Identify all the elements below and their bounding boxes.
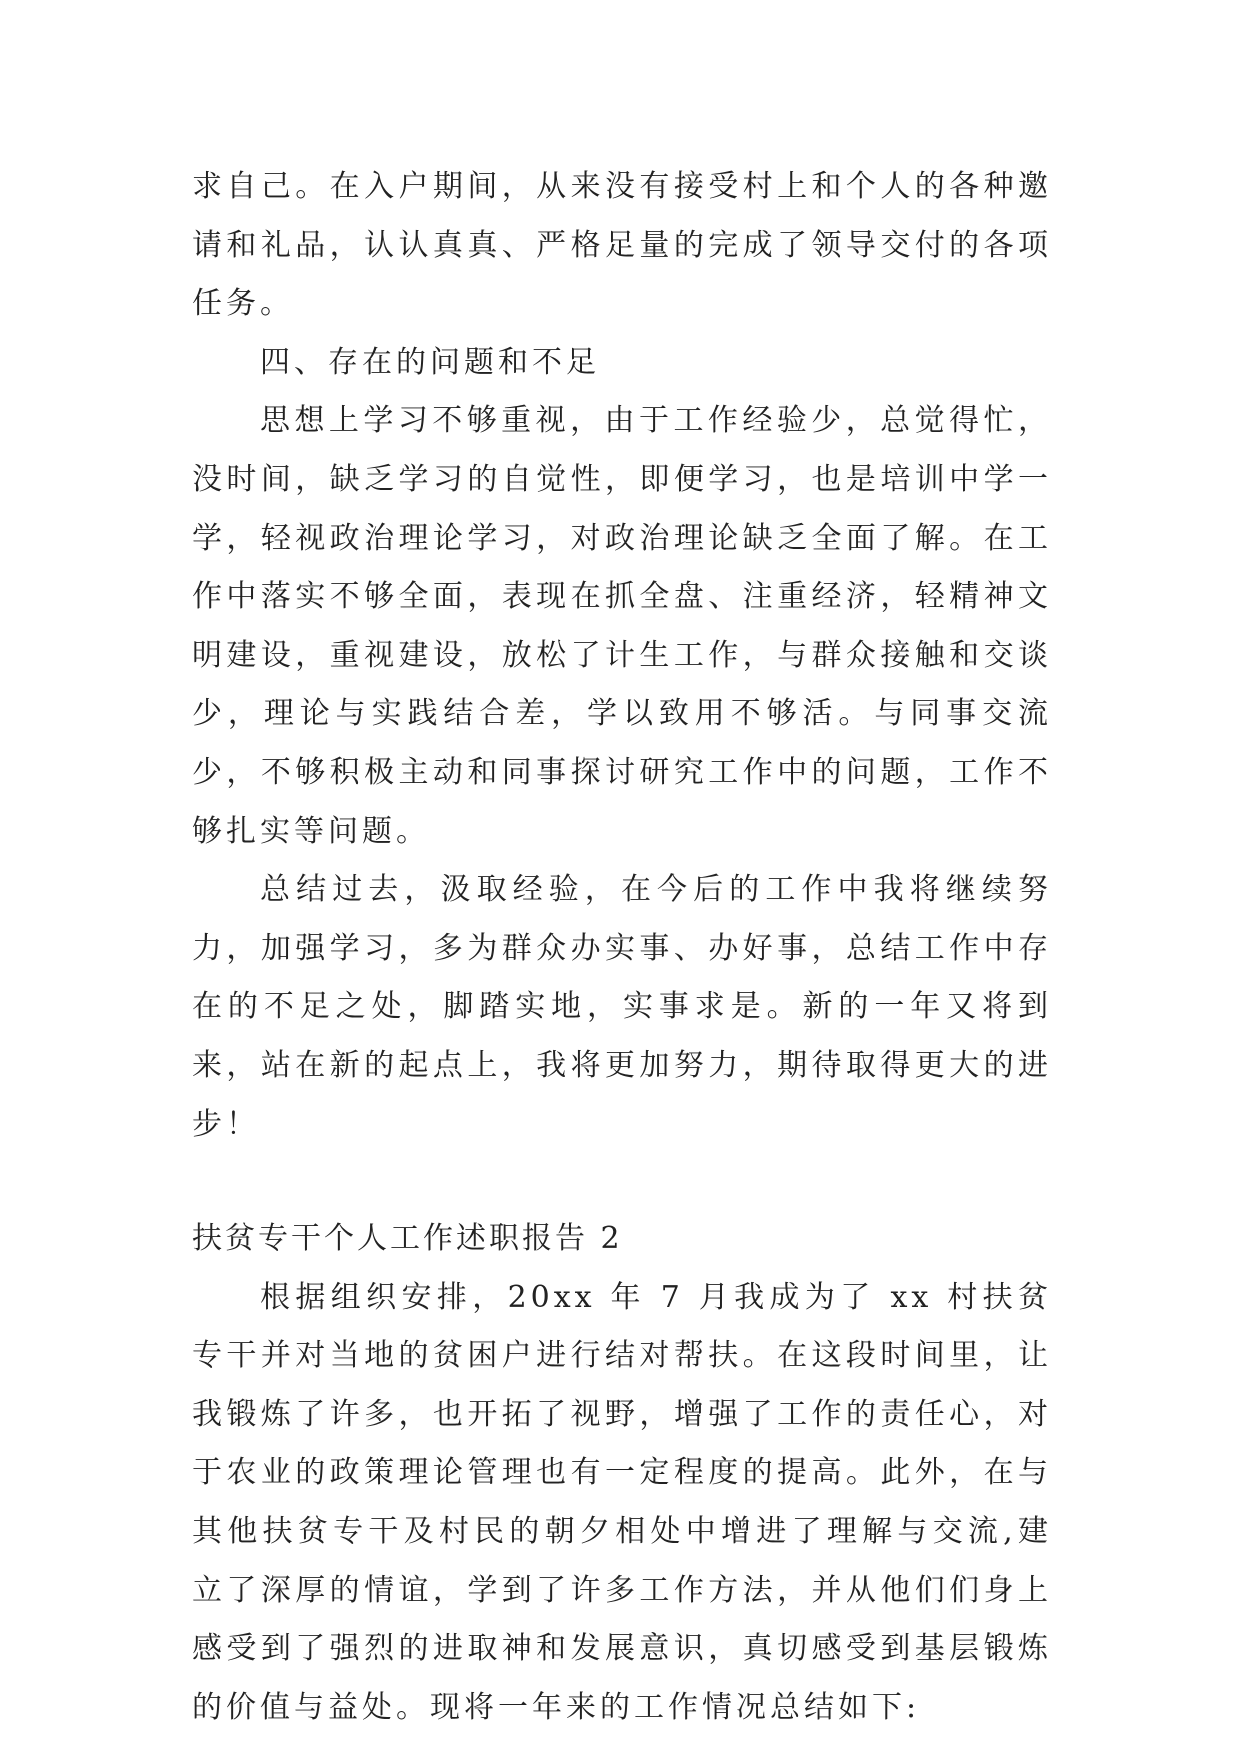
paragraph-continuation: 求自己。在入户期间，从来没有接受村上和个人的各种邀请和礼品，认认真真、严格足量的完成了领导交付的各项任务。 xyxy=(192,169,1052,322)
paragraph-report-2-intro: 根据组织安排，20xx 年 7 月我成为了 xx 村扶贫专干并对当地的贫困户进行结对帮扶。在这段时间里，让我锻炼了许多，也开拓了视野，增强了工作的责任心，对于农业的政策理论管理也有一定程度的提高。此外，在与其他扶贫专干及村民的朝夕相处中增进了理解与交流,建立了深厚的情谊，学到了许多工作方法，并从他们们身上感受到了强烈的进取神和发展意识，真切感受到基层锻炼的价值与益处。现将一年来的工作情况总结如下: xyxy=(192,1279,1052,1725)
paragraph-conclusion: 总结过去，汲取经验，在今后的工作中我将继续努力，加强学习，多为群众办实事、办好事，总结工作中存在的不足之处，脚踏实地，实事求是。新的一年又将到来，站在新的起点上，我将更加努力，期待取得更大的进步！ xyxy=(192,872,1052,1142)
section-heading-issues: 四、存在的问题和不足 xyxy=(260,344,600,380)
document-body xyxy=(192,158,1052,1737)
report-title-2: 扶贫专干个人工作述职报告 2 xyxy=(192,1221,623,1257)
paragraph-issues: 思想上学习不够重视，由于工作经验少，总觉得忙，没时间，缺乏学习的自觉性，即便学习，也是培训中学一学，轻视政治理论学习，对政治理论缺乏全面了解。在工作中落实不够全面，表现在抓全盘、注重经济，轻精神文明建设，重视建设，放松了计生工作，与群众接触和交谈少，理论与实践结合差，学以致用不够活。与同事交流少，不够积极主动和同事探讨研究工作中的问题，工作不够扎实等问题。 xyxy=(192,403,1052,849)
